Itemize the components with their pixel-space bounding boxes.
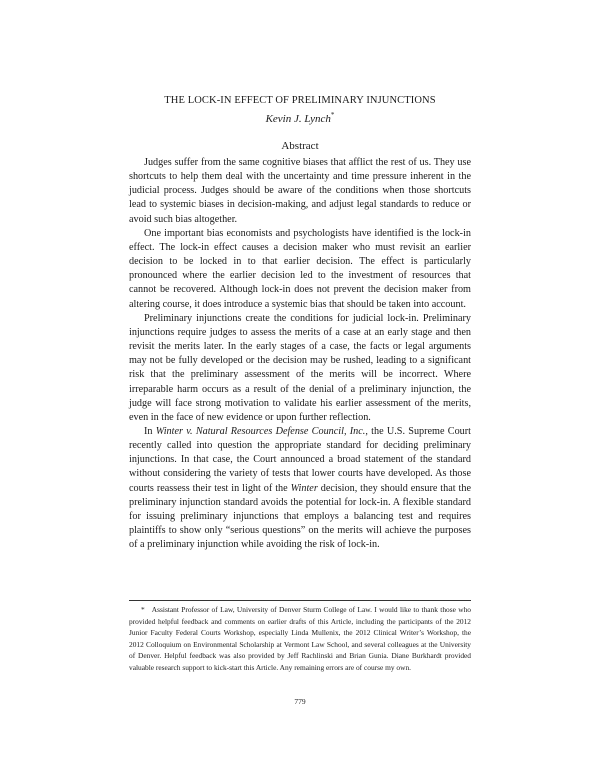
p4-suffix: decision, they should ensure that the preliminary injunction standard avoids the potential for lock-in. A flexible standard for issuing preliminary injunctions that employs a balancing test and requires plaintiffs to show only “serious questions” on the merits will achieve the purposes of a preliminary injunction while avoiding the risk of lock-in. (129, 482, 471, 551)
abstract-body (129, 156, 471, 552)
abstract-paragraph-3: Preliminary injunctions create the conditions for judicial lock-in. Preliminary injunctions require judges to assess the merits of a case at an early stage and then revisit the merits later. In the early stages of a case, the facts or legal arguments may not be fully developed or the decision may be rushed, leading to a significant risk that the preliminary assessment of the merits will be incorrect. Where irreparable harm occurs as a result of the denial of a preliminary injunction, the judge will face strong motivation to validate his earlier assessment of the merits, even in the face of new evidence or upon further reflection. (129, 312, 471, 423)
abstract-paragraph-4 (129, 425, 471, 552)
article-title: THE LOCK-IN EFFECT OF PRELIMINARY INJUNCTIONS (164, 95, 436, 106)
abstract-paragraph-2: One important bias economists and psychologists have identified is the lock-in effect. The lock-in effect causes a decision maker who must revisit an earlier decision to be locked in to that earlier decision. The effect is particularly pronounced where the earlier decision led to the investment of resources that cannot be recovered. Although lock-in does not prevent the decision maker from altering course, it does introduce a systemic bias that should be taken into account. (129, 227, 471, 310)
footnote-marker: * (141, 605, 145, 614)
p4-prefix: In (144, 425, 156, 437)
abstract-heading: Abstract (281, 140, 319, 152)
author-footnote-marker[interactable]: * (330, 111, 335, 119)
page-number: 779 (294, 697, 306, 706)
case-name-winter: Winter v. Natural Resources Defense Council, Inc. (155, 425, 366, 437)
footnote-divider (129, 600, 471, 601)
footnote (129, 604, 471, 674)
author-name: Kevin J. Lynch (265, 113, 331, 125)
article-author (0, 111, 600, 125)
case-short-name: Winter (290, 482, 318, 494)
abstract-paragraph-1: Judges suffer from the same cognitive biases that afflict the rest of us. They use shortcuts to help them deal with the uncertainty and time pressure inherent in the judicial process. Judges should be aware of the conditions when those shortcuts lead to systemic biases in decision-making, and adjust legal standards to reduce or avoid such bias altogether. (129, 157, 471, 225)
p4-mid: , the U.S. Supreme Court recently called into question the appropriate standard for deciding preliminary injunctions. In that case, the Court announced a broad statement of the standard without considering the variety of tests that lower courts have developed. As those courts reassess their test in light of the (129, 425, 471, 494)
footnote-text: Assistant Professor of Law, University of Denver Sturm College of Law. I would like to thank those who provided helpful feedback and comments on earlier drafts of this Article, including the participants of the 2012 Junior Faculty Federal Courts Workshop, especially Linda Mullenix, the 2012 Clinical Writer’s Workshop, the 2012 Colloquium on Environmental Scholarship at Vermont Law School, and several colleagues at the University of Denver. Helpful feedback was also provided by Jeff Rachlinski and Brian Gunia. Diane Burkhardt provided valuable research support to kick-start this Article. Any remaining errors are of course my own. (129, 605, 471, 672)
